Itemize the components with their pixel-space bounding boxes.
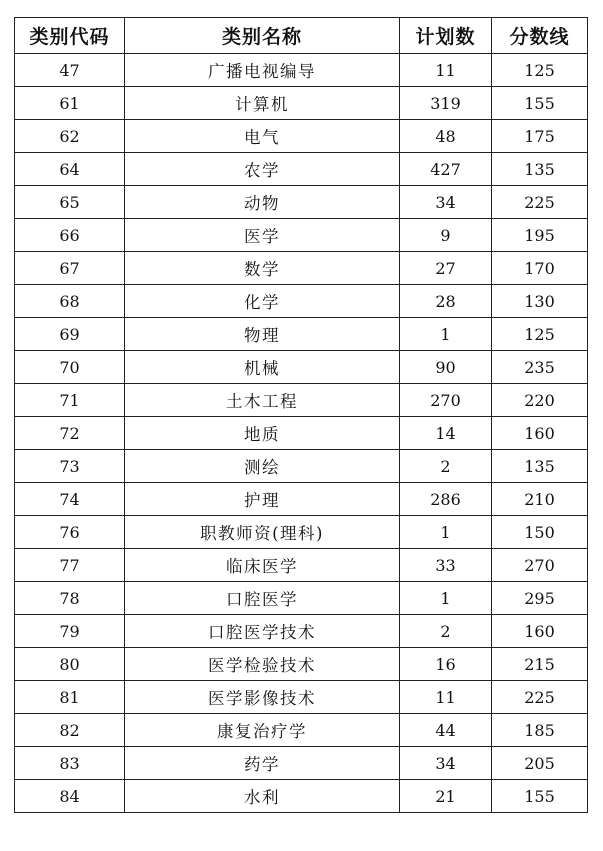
cell-category-name: 康复治疗学 (125, 714, 400, 747)
table-row (15, 120, 588, 153)
cell-category-code: 76 (15, 516, 125, 549)
table-row (15, 318, 588, 351)
table-header-row (15, 18, 588, 54)
cell-category-name: 医学 (125, 219, 400, 252)
cell-category-name: 动物 (125, 186, 400, 219)
cell-category-code: 84 (15, 780, 125, 813)
table-row (15, 351, 588, 384)
table-row (15, 615, 588, 648)
cell-score-line: 195 (492, 219, 588, 252)
cell-category-name: 数学 (125, 252, 400, 285)
cell-category-name: 测绘 (125, 450, 400, 483)
cell-plan-count: 2 (400, 615, 492, 648)
header-category-code: 类别代码 (15, 18, 125, 54)
header-plan-count: 计划数 (400, 18, 492, 54)
cell-category-code: 67 (15, 252, 125, 285)
cell-category-code: 83 (15, 747, 125, 780)
cell-category-code: 73 (15, 450, 125, 483)
cell-category-name: 药学 (125, 747, 400, 780)
cell-category-code: 82 (15, 714, 125, 747)
cell-plan-count: 14 (400, 417, 492, 450)
cell-plan-count: 28 (400, 285, 492, 318)
table-row (15, 549, 588, 582)
table-row (15, 417, 588, 450)
cell-plan-count: 11 (400, 681, 492, 714)
cell-category-code: 72 (15, 417, 125, 450)
cell-category-name: 医学影像技术 (125, 681, 400, 714)
cell-score-line: 225 (492, 186, 588, 219)
table-row (15, 780, 588, 813)
cell-category-code: 68 (15, 285, 125, 318)
cell-category-name: 水利 (125, 780, 400, 813)
cell-category-name: 机械 (125, 351, 400, 384)
cell-plan-count: 21 (400, 780, 492, 813)
cell-plan-count: 34 (400, 747, 492, 780)
table-row (15, 516, 588, 549)
cell-score-line: 170 (492, 252, 588, 285)
cell-category-name: 口腔医学技术 (125, 615, 400, 648)
cell-score-line: 150 (492, 516, 588, 549)
cell-category-code: 77 (15, 549, 125, 582)
cell-plan-count: 270 (400, 384, 492, 417)
cell-category-name: 护理 (125, 483, 400, 516)
cell-plan-count: 1 (400, 516, 492, 549)
cell-score-line: 155 (492, 780, 588, 813)
cell-plan-count: 9 (400, 219, 492, 252)
cell-plan-count: 427 (400, 153, 492, 186)
cell-category-code: 61 (15, 87, 125, 120)
cell-category-code: 62 (15, 120, 125, 153)
table-row (15, 219, 588, 252)
cell-score-line: 175 (492, 120, 588, 153)
cell-category-code: 71 (15, 384, 125, 417)
cell-category-name: 土木工程 (125, 384, 400, 417)
cell-category-code: 47 (15, 54, 125, 87)
cell-category-code: 66 (15, 219, 125, 252)
cell-category-code: 64 (15, 153, 125, 186)
cell-category-name: 农学 (125, 153, 400, 186)
cell-category-name: 化学 (125, 285, 400, 318)
header-score-line: 分数线 (492, 18, 588, 54)
cell-plan-count: 16 (400, 648, 492, 681)
cell-score-line: 160 (492, 615, 588, 648)
cell-category-code: 78 (15, 582, 125, 615)
cell-category-name: 地质 (125, 417, 400, 450)
cell-score-line: 135 (492, 153, 588, 186)
table-row (15, 483, 588, 516)
cell-score-line: 160 (492, 417, 588, 450)
table-row (15, 681, 588, 714)
cell-score-line: 225 (492, 681, 588, 714)
table-body (15, 54, 588, 813)
admission-table (14, 17, 588, 813)
cell-score-line: 210 (492, 483, 588, 516)
table-row (15, 87, 588, 120)
cell-plan-count: 90 (400, 351, 492, 384)
cell-score-line: 125 (492, 318, 588, 351)
cell-category-name: 物理 (125, 318, 400, 351)
cell-category-code: 74 (15, 483, 125, 516)
cell-score-line: 135 (492, 450, 588, 483)
cell-plan-count: 1 (400, 582, 492, 615)
cell-score-line: 220 (492, 384, 588, 417)
cell-plan-count: 319 (400, 87, 492, 120)
cell-plan-count: 34 (400, 186, 492, 219)
cell-plan-count: 48 (400, 120, 492, 153)
table-row (15, 450, 588, 483)
cell-category-code: 65 (15, 186, 125, 219)
table-row (15, 648, 588, 681)
table-row (15, 252, 588, 285)
cell-category-name: 广播电视编导 (125, 54, 400, 87)
cell-category-name: 临床医学 (125, 549, 400, 582)
cell-score-line: 125 (492, 54, 588, 87)
table-row (15, 714, 588, 747)
table-row (15, 285, 588, 318)
table-row (15, 153, 588, 186)
cell-plan-count: 286 (400, 483, 492, 516)
cell-category-name: 口腔医学 (125, 582, 400, 615)
cell-score-line: 295 (492, 582, 588, 615)
cell-category-name: 医学检验技术 (125, 648, 400, 681)
table-row (15, 186, 588, 219)
table-row (15, 384, 588, 417)
cell-category-name: 计算机 (125, 87, 400, 120)
cell-plan-count: 11 (400, 54, 492, 87)
cell-score-line: 205 (492, 747, 588, 780)
cell-score-line: 270 (492, 549, 588, 582)
cell-plan-count: 44 (400, 714, 492, 747)
cell-category-code: 81 (15, 681, 125, 714)
cell-plan-count: 33 (400, 549, 492, 582)
cell-category-name: 职教师资(理科) (125, 516, 400, 549)
cell-category-name: 电气 (125, 120, 400, 153)
table-row (15, 747, 588, 780)
table-row (15, 54, 588, 87)
cell-plan-count: 2 (400, 450, 492, 483)
cell-plan-count: 1 (400, 318, 492, 351)
cell-score-line: 235 (492, 351, 588, 384)
table-row (15, 582, 588, 615)
header-category-name: 类别名称 (125, 18, 400, 54)
cell-score-line: 215 (492, 648, 588, 681)
cell-category-code: 69 (15, 318, 125, 351)
cell-score-line: 185 (492, 714, 588, 747)
cell-category-code: 80 (15, 648, 125, 681)
cell-score-line: 155 (492, 87, 588, 120)
cell-category-code: 70 (15, 351, 125, 384)
cell-plan-count: 27 (400, 252, 492, 285)
cell-score-line: 130 (492, 285, 588, 318)
cell-category-code: 79 (15, 615, 125, 648)
